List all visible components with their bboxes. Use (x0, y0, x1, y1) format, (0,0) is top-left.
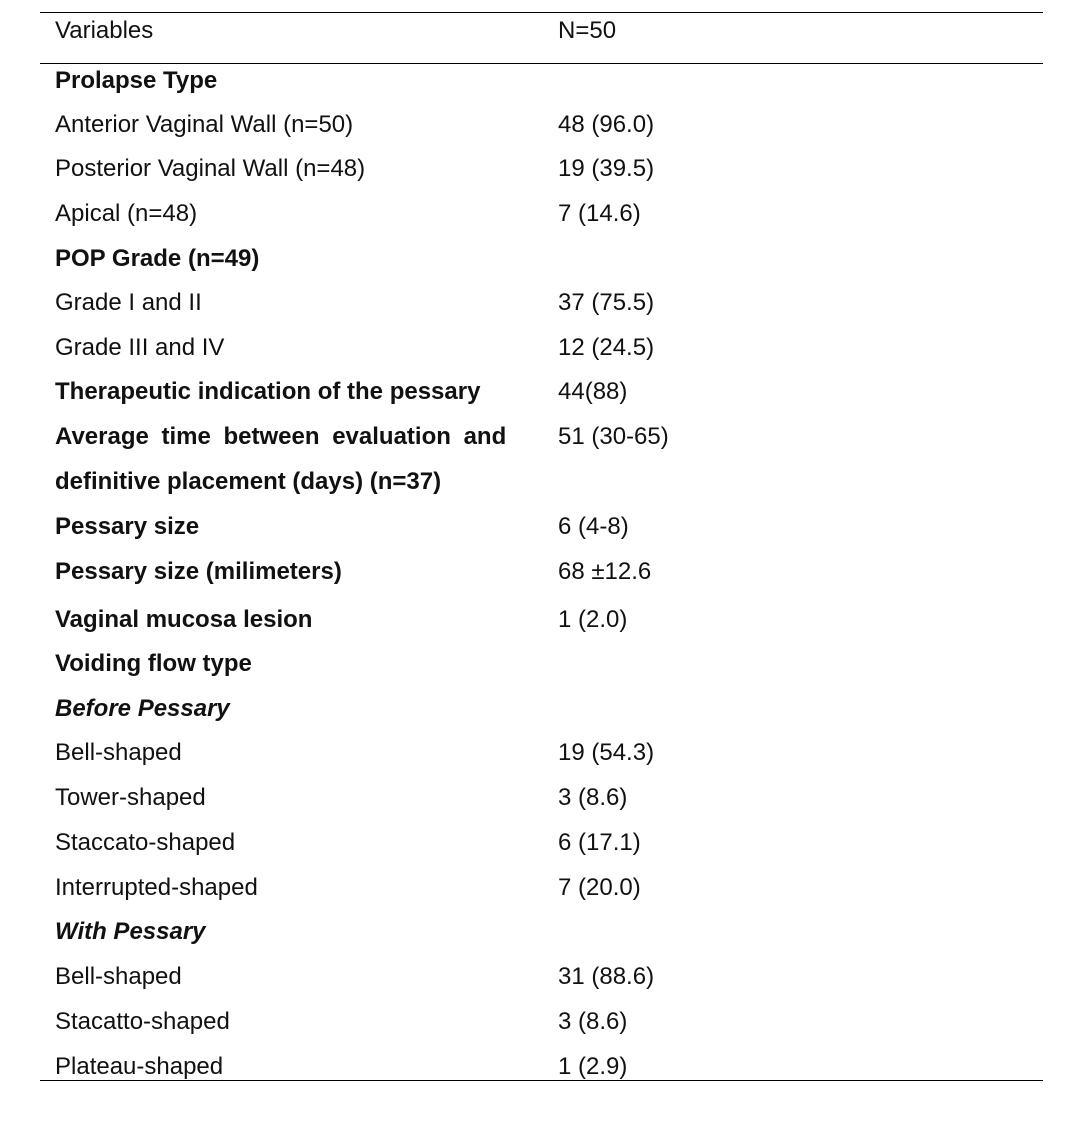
row-label: Therapeutic indication of the pessary (55, 378, 481, 405)
table-row (40, 1007, 1043, 1051)
row-label: Grade I and II (55, 289, 202, 316)
row-label: Tower-shaped (55, 784, 206, 811)
row-label: Prolapse Type (55, 67, 218, 94)
row-value: 31 (88.6) (558, 963, 655, 990)
row-label: Before Pessary (55, 695, 230, 722)
row-label: Bell-shaped (55, 963, 182, 990)
row-value: 48 (96.0) (558, 111, 655, 138)
row-value: 19 (54.3) (558, 739, 655, 766)
row-value: 68 ±12.6 (558, 558, 652, 585)
row-label: Vaginal mucosa lesion (55, 606, 313, 633)
table-row (40, 66, 1043, 110)
table-row (40, 199, 1043, 243)
row-label: Pessary size (55, 513, 200, 540)
header-n: N=50 (558, 17, 617, 44)
row-label: Interrupted-shaped (55, 874, 258, 901)
table-row (40, 873, 1043, 917)
table-row (40, 288, 1043, 332)
row-value: 1 (2.0) (558, 606, 628, 633)
table-row (40, 557, 1043, 601)
table-row (40, 377, 1043, 421)
row-label: Bell-shaped (55, 739, 182, 766)
row-value: 6 (4-8) (558, 513, 629, 540)
table-row (40, 1052, 1043, 1096)
row-value: 19 (39.5) (558, 155, 655, 182)
row-value: 3 (8.6) (558, 1008, 628, 1035)
row-label: Plateau-shaped (55, 1053, 224, 1080)
table-row (40, 467, 1043, 511)
row-label: With Pessary (55, 918, 206, 945)
row-label: Posterior Vaginal Wall (n=48) (55, 155, 366, 182)
table-row (40, 917, 1043, 961)
table-header (40, 13, 1043, 63)
table-row (40, 694, 1043, 738)
table-row (40, 783, 1043, 827)
row-label: Voiding flow type (55, 650, 252, 677)
row-label: Grade III and IV (55, 334, 225, 361)
row-value: 3 (8.6) (558, 784, 628, 811)
table-row (40, 154, 1043, 198)
table-row (40, 649, 1043, 693)
table-row (40, 422, 1043, 466)
data-table (40, 12, 1043, 1094)
row-label: definitive placement (days) (n=37) (55, 468, 442, 495)
row-label: Average time between evaluation and (55, 423, 507, 450)
table-row (40, 512, 1043, 556)
table-row (40, 110, 1043, 154)
row-value: 1 (2.9) (558, 1053, 628, 1080)
row-value: 44(88) (558, 378, 628, 405)
row-label: POP Grade (n=49) (55, 245, 260, 272)
row-value: 6 (17.1) (558, 829, 641, 856)
row-label: Staccato-shaped (55, 829, 236, 856)
table-row (40, 828, 1043, 872)
header-variables: Variables (55, 17, 154, 44)
row-label: Stacatto-shaped (55, 1008, 230, 1035)
row-label: Anterior Vaginal Wall (n=50) (55, 111, 354, 138)
table-row (40, 333, 1043, 377)
bottom-rule (40, 1080, 1043, 1081)
row-value: 7 (20.0) (558, 874, 641, 901)
table-row (40, 962, 1043, 1006)
row-value: 37 (75.5) (558, 289, 655, 316)
table-row (40, 605, 1043, 649)
row-label: Pessary size (milimeters) (55, 558, 342, 585)
table-body (40, 64, 1043, 1094)
row-label: Apical (n=48) (55, 200, 198, 227)
row-value: 7 (14.6) (558, 200, 641, 227)
table-row (40, 244, 1043, 288)
row-value: 51 (30-65) (558, 423, 669, 450)
table-row (40, 738, 1043, 782)
row-value: 12 (24.5) (558, 334, 655, 361)
